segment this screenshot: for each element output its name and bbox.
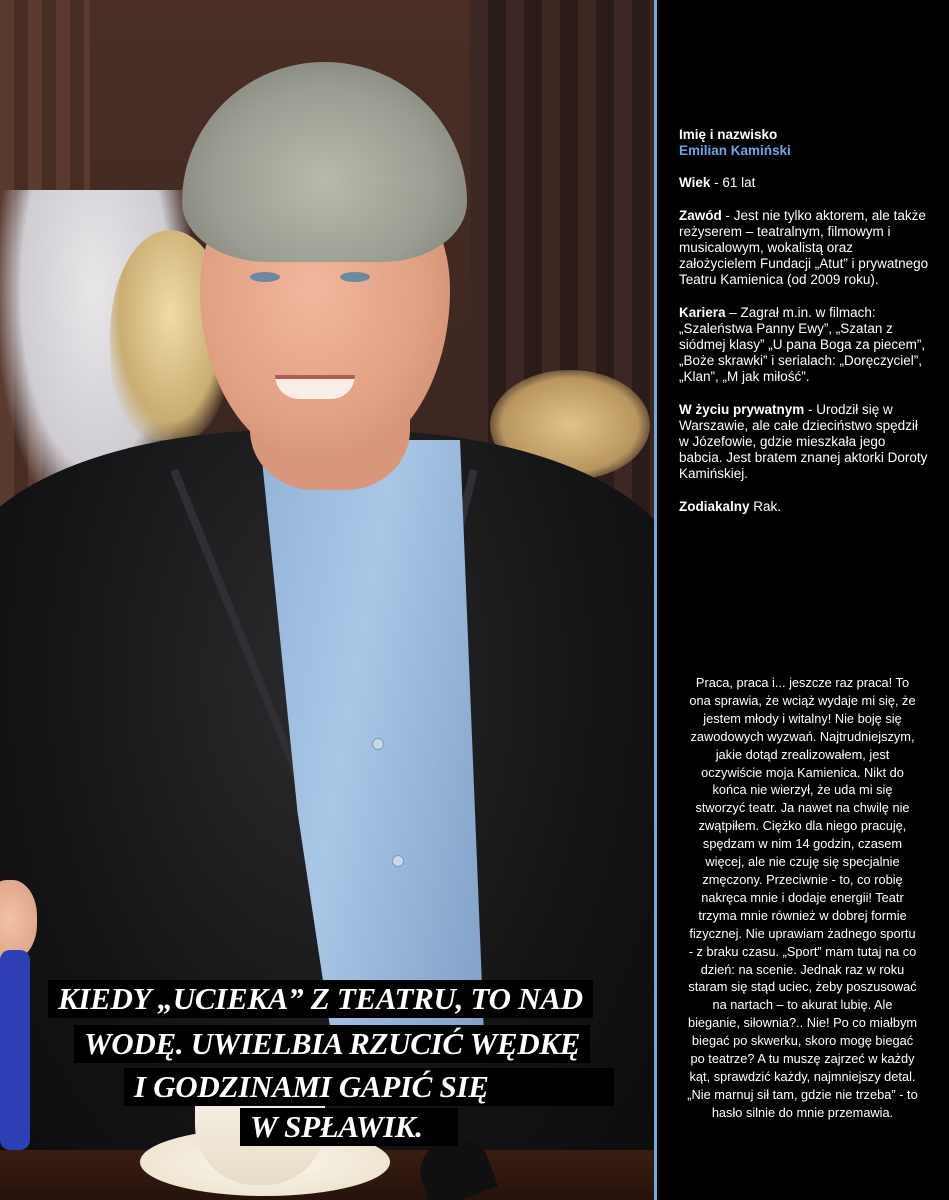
age-value: - 61 lat (710, 175, 756, 191)
column-divider (654, 0, 657, 1200)
occupation-label: Zawód (679, 207, 722, 223)
age-label: Wiek (679, 175, 711, 191)
headline-line: W SPŁAWIK. (240, 1108, 458, 1146)
quote-paragraph: Praca, praca i... jeszcze raz praca! To ona sprawia, że wciąż wydaje mi się, że jestem młody i witalny! Nie boję się zawodowych wyzwań. Najtrudniejszym, jakie dotąd zrealizowałem, jest oczywiście moja Kamienica. Nikt do końca nie wierzył, że uda mi się stworzyć teatr. Ja nawet na chwilę nie zwątpiłem. Ciężko dla niego pracuję, spędzam w nim 14 godzin, czasem więcej, ale nie czuję się specjalnie zmęczony. Przeciwnie - to, co robię nakręca mnie i dodaje energii! Teatr trzyma mnie również w dobrej formie fizycznej. Nie uprawiam żadnego sportu - z braku czasu. „Sport” mam tutaj na co dzień: na scenie. Jednak raz w roku staram się stąd uciec, żeby poszusować na nartach – to akurat lubię. Ale bieganie, siłownia?.. Nie! Po co miałbym biegać po skwerku, skoro mogę biegać po teatrze? A tu muszę zajrzeć w każdy kąt, sprawdzić każdy, najmniejszy detal. „Nie marnuj sił tam, gdzie nie trzeba” - to hasło silnie do mnie przemawia. (687, 675, 918, 1120)
headline-line: KIEDY „UCIEKA” Z TEATRU, TO NAD (48, 980, 593, 1018)
profile-box (679, 127, 929, 531)
eye-left (250, 272, 280, 282)
zodiac-value: Rak. (749, 498, 782, 514)
smile (275, 375, 355, 399)
shirt-button (392, 855, 404, 867)
career-label: Kariera (679, 304, 726, 320)
career-text: – Zagrał m.in. w filmach: „Szaleństwa Panny Ewy”, „Szatan z siódmej klasy” „U pana Boga za piecem”, „Boże skrawki” i serialach: „Doręczyciel”, „Klan”, „M jak miłość”. (679, 304, 926, 385)
private-life-text: - Urodził się w Warszawie, ale całe dzieciństwo spędził w Józefowie, gdzie mieszkała jego babcia. Jest bratem znanej aktorki Doroty Kamińskiej. (679, 401, 928, 482)
zodiac-label: Zodiakalny (679, 498, 750, 514)
blue-object (0, 950, 30, 1150)
private-life-label: W życiu prywatnym (679, 401, 805, 417)
headline-line: I GODZINAMI GAPIĆ SIĘ (124, 1068, 614, 1106)
name-label: Imię i nazwisko (679, 127, 778, 142)
shirt-button (372, 738, 384, 750)
person-name: Emilian Kamiński (679, 143, 791, 159)
occupation-text: - Jest nie tylko aktorem, ale także reżyserem – teatralnym, filmowym i musicalowym, wokalistą oraz założycielem Fundacji „Atut” i prywatnego Teatru Kamienica (od 2009 roku). (679, 207, 929, 288)
eye-right (340, 272, 370, 282)
headline-line: WODĘ. UWIELBIA RZUCIĆ WĘDKĘ (74, 1025, 590, 1063)
hair (182, 62, 467, 262)
